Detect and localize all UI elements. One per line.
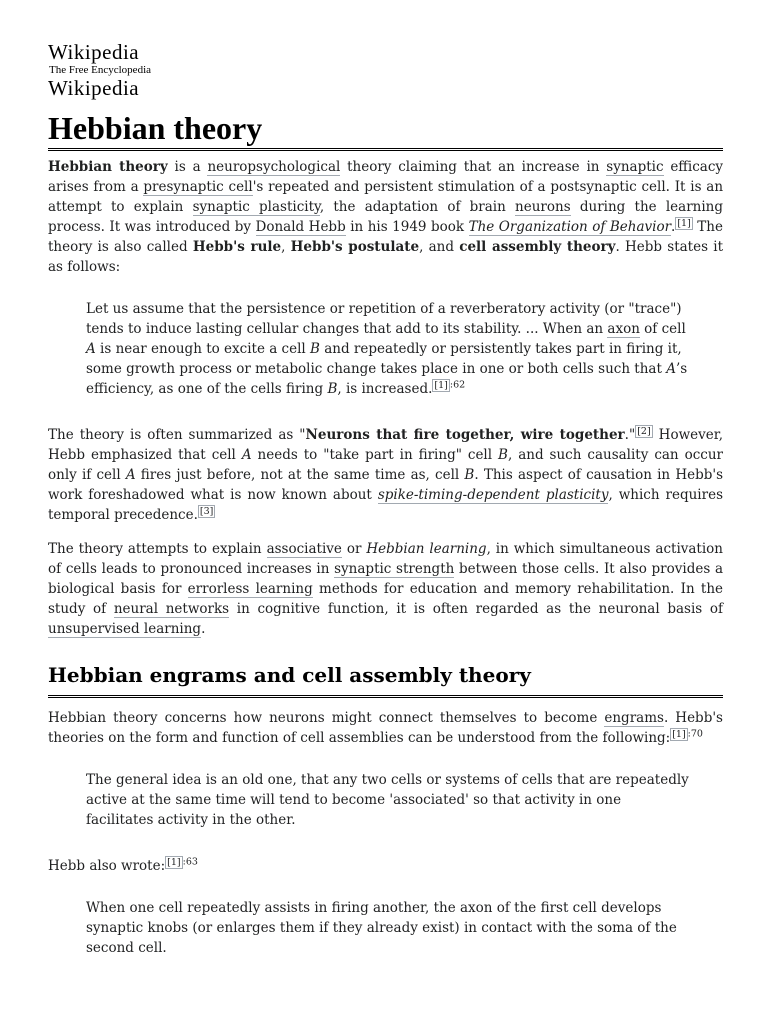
citation-2[interactable]: [2]	[637, 425, 651, 437]
section-heading-engrams: Hebbian engrams and cell assembly theory	[48, 663, 723, 698]
link-unsupervised-learning[interactable]: unsupervised learning	[48, 621, 202, 637]
wikipedia-wordmark-secondary: Wikipedia	[48, 76, 140, 100]
hebb-quote-2: The general idea is an old one, that any two cells or systems of cells that are repeatedly active at the same time will tend to become 'associated' so that activity in one facilitates activity in the other.	[86, 772, 689, 828]
link-neuropsychological[interactable]: neuropsychological	[207, 159, 341, 175]
link-neural-networks[interactable]: neural networks	[113, 601, 230, 617]
link-synaptic-plasticity[interactable]: synaptic plasticity	[192, 199, 320, 215]
link-axon[interactable]: axon	[607, 321, 640, 337]
link-neurons[interactable]: neurons	[515, 199, 571, 215]
hebb-quote-1: Let us assume that the persistence or repetition of a reverberatory activity (or "trace") tends to induce lasting cellular changes that add to its stability. ... When an axon of cell A is near enough to excite a cell B and repeatedly or persistently takes part in firing it, some growth process or metabolic change takes place in one or both cells such that A’s efficiency, as one of the cells firing B, is increased. $^{[1] :62}$	[86, 301, 688, 397]
citation-1[interactable]: [1]	[677, 217, 691, 229]
intro-paragraph: Hebbian theory is a neuropsychological theory claiming that an increase in synaptic efficacy arises from a presynaptic cell's repeated and persistent stimulation of a postsynaptic cell. It is an attempt to explain synaptic plasticity, the adaptation of brain neurons during the learning process. It was introduced by Donald Hebb in his 1949 book The Organization of Behavior. [1] The theory is also called Hebb's rule, Hebb's postulate, and cell assembly theory. Hebb states it as follows:	[48, 159, 724, 275]
learning-paragraph: The theory attempts to explain associative or Hebbian learning, in which simultaneous activation of cells leads to pronounced increases in synaptic strength between those cells. It also provides a biological basis for errorless learning methods for education and memory rehabilitation. In the study of neural networks in cognitive function, it is often regarded as the neuronal basis of unsupervised learning.	[48, 541, 724, 637]
term-cell-assembly-theory: cell assembly theory	[459, 239, 616, 255]
link-synaptic-strength[interactable]: synaptic strength	[334, 561, 455, 577]
hebb-also-wrote: Hebb also wrote: $^{[1] :63}$	[48, 856, 198, 874]
citation-1-page[interactable]: [1] :62	[434, 379, 466, 391]
link-spike-timing-dependent-plasticity[interactable]: spike-timing-dependent plasticity	[377, 487, 609, 503]
term-hebbs-rule: Hebb's rule	[192, 239, 282, 255]
page-title: Hebbian theory	[48, 110, 723, 151]
term-hebbs-postulate: Hebb's postulate	[290, 239, 420, 255]
term-hebbian-theory: Hebbian theory	[48, 159, 168, 175]
term-hebbian-learning: Hebbian learning	[366, 541, 487, 557]
engrams-paragraph: Hebbian theory concerns how neurons might connect themselves to become engrams. Hebb's theories on the form and function of cell assemblies can be understood from the following: $^{[1] :70}$	[48, 710, 723, 746]
citation-3[interactable]: [3]	[199, 505, 214, 517]
link-presynaptic-cell[interactable]: presynaptic cell	[143, 179, 253, 195]
link-engrams[interactable]: engrams	[604, 710, 664, 726]
hebb-quote-3: When one cell repeatedly assists in firing another, the axon of the first cell develops synaptic knobs (or enlarges them if they already exist) in contact with the soma of the second cell.	[86, 900, 677, 956]
link-organization-of-behavior[interactable]: The Organization of Behavior	[468, 219, 672, 235]
link-synaptic[interactable]: synaptic	[606, 159, 664, 175]
citation-1-page-63[interactable]: [1] :63	[167, 856, 198, 868]
link-associative[interactable]: associative	[266, 541, 342, 557]
summary-paragraph: The theory is often summarized as "Neurons that fire together, wire together." [2] However, Hebb emphasized that cell A needs to "take part in firing" cell B, and such causality can occur only if cell A fires just before, not at the same time as, cell B. This aspect of causation in Hebb's work foreshadowed what is now known about spike-timing-dependent plasticity, which requires temporal precedence. [3]	[48, 425, 724, 523]
citation-1-page-70[interactable]: [1] :70	[672, 728, 703, 740]
wikipedia-wordmark: Wikipedia	[48, 40, 140, 64]
phrase-neurons-fire-together: Neurons that fire together, wire together	[305, 427, 625, 443]
link-donald-hebb[interactable]: Donald Hebb	[255, 219, 346, 235]
wikipedia-logo[interactable]	[48, 42, 151, 99]
article-content	[48, 110, 723, 984]
link-errorless-learning[interactable]: errorless learning	[187, 581, 313, 597]
wikipedia-tagline: The Free Encyclopedia	[49, 64, 152, 76]
